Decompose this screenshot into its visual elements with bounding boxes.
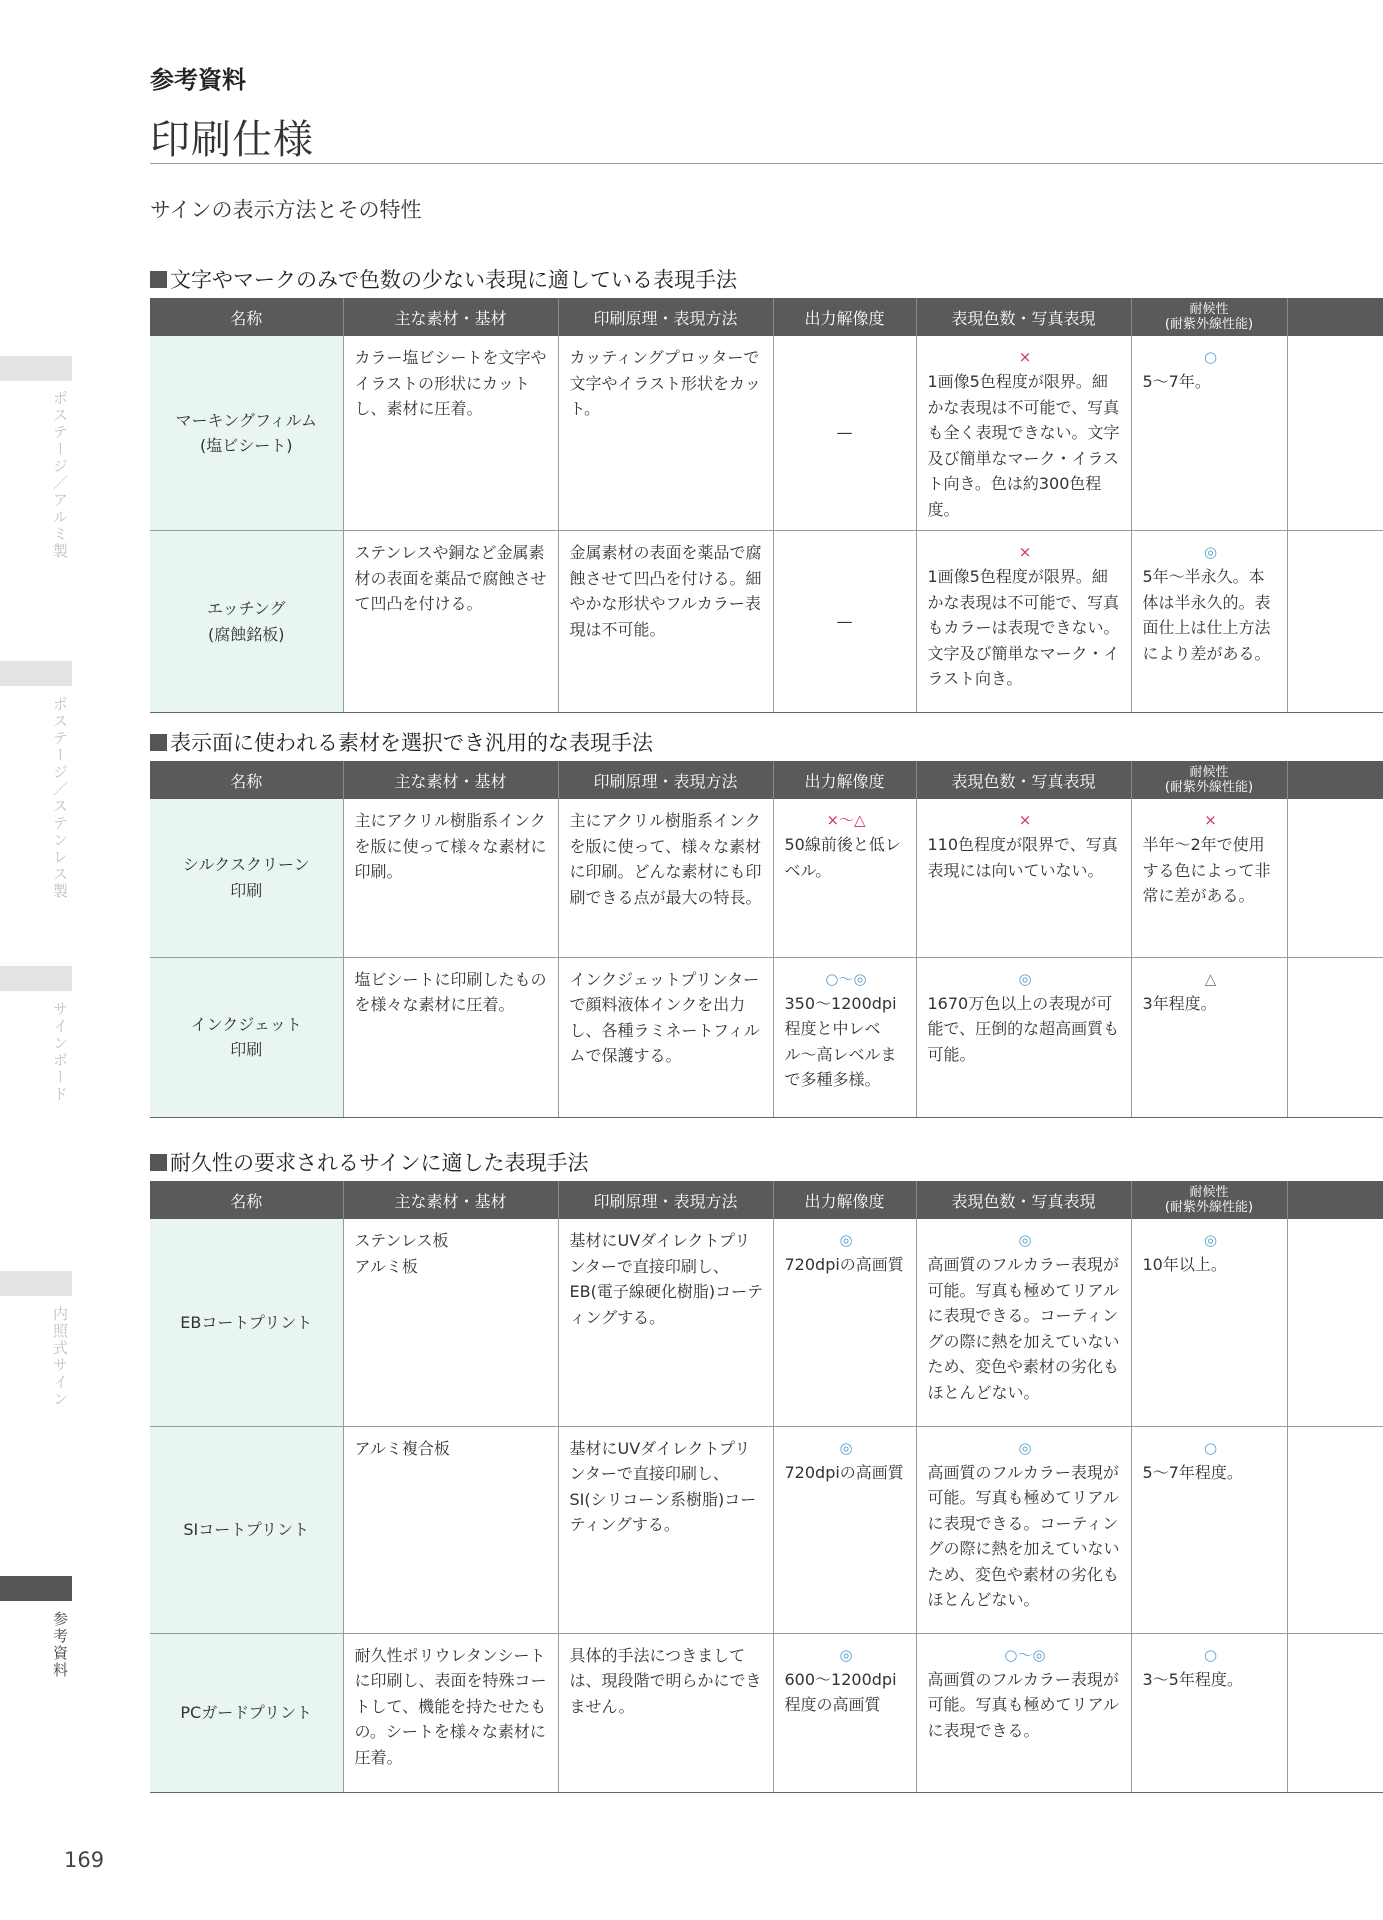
side-tab-label[interactable]: ポステージ／アルミ製 (51, 390, 69, 560)
table-header-row (150, 761, 1383, 799)
col-header-resolution: 出力解像度 (773, 1181, 916, 1219)
double-circle-icon: ◎ (1018, 1438, 1032, 1457)
spec-table (150, 761, 1383, 1118)
name-sub-text: (塩ビシート) (200, 436, 293, 455)
cell-empty (1287, 1633, 1383, 1792)
color-text: 高画質のフルカラー表現が可能。写真も極めてリアルに表現できる。 (927, 1669, 1119, 1740)
col-header-color: 表現色数・写真表現 (916, 761, 1131, 799)
col-header-empty (1287, 761, 1383, 799)
cell-material: カラー塩ビシートを文字やイラストの形状にカットし、素材に圧着。 (343, 336, 558, 531)
resolution-text: 720dpiの高画質 (784, 1255, 904, 1274)
cell-weather (1131, 1219, 1287, 1426)
col-header-color: 表現色数・写真表現 (916, 298, 1131, 336)
cell-weather (1131, 336, 1287, 531)
weather-text: 5〜7年程度。 (1142, 1462, 1243, 1482)
cell-material: ステンレス板 アルミ板 (343, 1219, 558, 1426)
triangle-icon: △ (1204, 969, 1217, 988)
square-bullet-icon (150, 271, 167, 288)
circle-double-circle-icon: ○〜◎ (825, 969, 867, 988)
side-tab-label[interactable]: サインボード (51, 1001, 69, 1103)
cell-resolution (773, 1633, 916, 1792)
cell-empty (1287, 336, 1383, 531)
color-text: 高画質のフルカラー表現が可能。写真も極めてリアルに表現できる。コーティングの際に熱を加えていないため、変色や素材の劣化もほとんどない。 (927, 1255, 1120, 1402)
weather-text: 10年以上。 (1142, 1255, 1227, 1274)
resolution-text: 720dpiの高画質 (784, 1462, 904, 1482)
circle-icon: ○ (1203, 348, 1218, 366)
name-sub-text: 印刷 (230, 1040, 263, 1059)
table-row (150, 1633, 1383, 1792)
cell-resolution (773, 799, 916, 957)
cell-name: EBコートプリント (150, 1219, 343, 1426)
side-tab-block[interactable] (0, 661, 72, 686)
cell-method: 具体的手法につきましては、現段階で明らかにできません。 (558, 1633, 773, 1792)
page-number: 169 (64, 1848, 105, 1872)
cell-method: インクジェットプリンターで顔料液体インクを出力し、各種ラミネートフィルムで保護する。 (558, 957, 773, 1117)
col-header-method: 印刷原理・表現方法 (558, 298, 773, 336)
name-text: インクジェット (190, 1014, 302, 1034)
color-text: 高画質のフルカラー表現が可能。写真も極めてリアルに表現できる。コーティングの際に熱を加えていないため、変色や素材の劣化もほとんどない。 (927, 1462, 1120, 1609)
circle-double-circle-icon: ○〜◎ (1004, 1645, 1046, 1664)
cell-resolution (773, 1426, 916, 1633)
table-row (150, 1219, 1383, 1426)
cell-name: PCガードプリント (150, 1633, 343, 1792)
weather-text: 5年〜半永久。本体は半永久的。表面仕上は仕上方法により差がある。 (1142, 567, 1271, 663)
name-sub-text: 印刷 (230, 880, 263, 900)
cell-color (916, 336, 1131, 531)
circle-icon: ○ (1203, 1645, 1218, 1664)
cell-color (916, 1426, 1131, 1633)
page-label: 参考資料 (150, 66, 246, 94)
section-heading-text: 文字やマークのみで色数の少ない表現に適している表現手法 (170, 268, 737, 292)
weather-text: 5〜7年。 (1142, 372, 1211, 391)
cell-color (916, 531, 1131, 713)
cell-empty (1287, 531, 1383, 713)
col-header-name: 名称 (150, 761, 343, 799)
cell-weather (1131, 1426, 1287, 1633)
cell-resolution: — (773, 531, 916, 713)
weather-text: 3年程度。 (1142, 993, 1217, 1013)
spec-table (150, 1181, 1383, 1793)
cell-resolution (773, 1219, 916, 1426)
cross-icon: × (1204, 811, 1217, 829)
cell-name (150, 799, 343, 957)
cell-material: ステンレスや銅など金属素材の表面を薬品で腐蝕させて凹凸を付ける。 (343, 531, 558, 713)
col-header-weather-sub: (耐紫外線性能) (1164, 317, 1254, 332)
cell-resolution: — (773, 336, 916, 531)
side-tab-block[interactable] (0, 356, 72, 381)
cell-material: 主にアクリル樹脂系インクを版に使って様々な素材に印刷。 (343, 799, 558, 957)
section-heading-text: 耐久性の要求されるサインに適した表現手法 (170, 1151, 589, 1175)
section-heading (150, 727, 653, 757)
double-circle-icon: ◎ (1203, 1231, 1218, 1249)
table-row (150, 531, 1383, 713)
cell-weather (1131, 799, 1287, 957)
side-tab-label-active[interactable]: 参考資料 (51, 1611, 69, 1679)
col-header-name: 名称 (150, 1181, 343, 1219)
color-text: 110色程度が限界で、写真表現には向いていない。 (927, 835, 1118, 880)
square-bullet-icon (150, 1154, 167, 1171)
col-header-resolution: 出力解像度 (773, 298, 916, 336)
double-circle-icon: ◎ (839, 1645, 853, 1664)
resolution-text: 350〜1200dpi程度と中レベル〜高レベルまで多種多様。 (784, 993, 897, 1089)
cell-name (150, 957, 343, 1117)
side-tab-block[interactable] (0, 1271, 72, 1296)
col-header-material: 主な素材・基材 (343, 1181, 558, 1219)
cell-color (916, 957, 1131, 1117)
color-text: 1画像5色程度が限界。細かな表現は不可能で、写真も全く表現できない。文字及び簡単なマーク・イラスト向き。色は約300色程度。 (927, 372, 1120, 519)
name-text: エッチング (206, 599, 286, 618)
col-header-weather-sub: (耐紫外線性能) (1164, 780, 1254, 795)
double-circle-icon: ◎ (839, 1231, 853, 1249)
cell-weather (1131, 957, 1287, 1117)
cell-method: カッティングプロッターで文字やイラスト形状をカット。 (558, 336, 773, 531)
table-header-row (150, 298, 1383, 336)
cell-material: 塩ビシートに印刷したものを様々な素材に圧着。 (343, 957, 558, 1117)
col-header-weather (1131, 298, 1287, 336)
cell-material: アルミ複合板 (343, 1426, 558, 1633)
col-header-weather-sub: (耐紫外線性能) (1164, 1200, 1254, 1215)
cross-triangle-icon: ×〜△ (826, 811, 866, 829)
color-text: 1画像5色程度が限界。細かな表現は不可能で、写真もカラーは表現できない。文字及び簡単なマーク・イラスト向き。 (927, 567, 1120, 688)
weather-text: 3〜5年程度。 (1142, 1669, 1243, 1689)
col-header-weather (1131, 1181, 1287, 1219)
cell-weather (1131, 531, 1287, 713)
col-header-method: 印刷原理・表現方法 (558, 761, 773, 799)
col-header-name: 名称 (150, 298, 343, 336)
table-header-row (150, 1181, 1383, 1219)
cell-method: 金属素材の表面を薬品で腐蝕させて凹凸を付ける。細やかな形状やフルカラー表現は不可能。 (558, 531, 773, 713)
cell-empty (1287, 957, 1383, 1117)
double-circle-icon: ◎ (1203, 543, 1218, 561)
section-heading (150, 1147, 589, 1177)
cell-weather (1131, 1633, 1287, 1792)
cell-method: 基材にUVダイレクトプリンターで直接印刷し、EB(電子線硬化樹脂)コーティングする。 (558, 1219, 773, 1426)
spec-table (150, 298, 1383, 713)
col-header-resolution: 出力解像度 (773, 761, 916, 799)
color-text: 1670万色以上の表現が可能で、圧倒的な超高画質も可能。 (927, 993, 1120, 1064)
name-sub-text: (腐蝕銘板) (208, 624, 285, 644)
table-row (150, 336, 1383, 531)
table-row (150, 799, 1383, 957)
page-title: 印刷仕様 (150, 117, 314, 163)
cross-icon: × (1018, 811, 1032, 829)
col-header-weather-main: 耐候性 (1189, 1185, 1229, 1200)
page-subtitle: サインの表示方法とその特性 (150, 198, 422, 222)
col-header-weather-main: 耐候性 (1189, 765, 1229, 780)
cross-icon: × (1018, 348, 1032, 366)
title-rule (150, 163, 1383, 164)
cell-empty (1287, 1219, 1383, 1426)
cell-color (916, 1219, 1131, 1426)
cell-empty (1287, 799, 1383, 957)
cell-name (150, 531, 343, 713)
cell-material: 耐久性ポリウレタンシートに印刷し、表面を特殊コートして、機能を持たせたもの。シートを様々な素材に圧着。 (343, 1633, 558, 1792)
cell-name: SIコートプリント (150, 1426, 343, 1633)
weather-text: 半年〜2年で使用する色によって非常に差がある。 (1142, 835, 1271, 905)
cell-empty (1287, 1426, 1383, 1633)
col-header-empty (1287, 1181, 1383, 1219)
name-text: シルクスクリーン (182, 855, 310, 875)
col-header-weather-main: 耐候性 (1189, 302, 1229, 317)
square-bullet-icon (150, 734, 167, 751)
cell-color (916, 1633, 1131, 1792)
side-tab-label[interactable]: 内照式サイン (51, 1306, 69, 1408)
table-row (150, 957, 1383, 1117)
col-header-material: 主な素材・基材 (343, 761, 558, 799)
cell-resolution (773, 957, 916, 1117)
side-tab-label[interactable]: ポステージ／ステンレス製 (51, 696, 69, 900)
section-heading-text: 表示面に使われる素材を選択でき汎用的な表現手法 (170, 731, 653, 755)
double-circle-icon: ◎ (1018, 1231, 1032, 1249)
resolution-text: 50線前後と低レベル。 (784, 835, 901, 880)
side-tab-block[interactable] (0, 966, 72, 991)
cross-icon: × (1018, 543, 1032, 561)
circle-icon: ○ (1203, 1438, 1218, 1457)
col-header-color: 表現色数・写真表現 (916, 1181, 1131, 1219)
side-tab-block-active[interactable] (0, 1576, 72, 1601)
double-circle-icon: ◎ (1018, 969, 1032, 988)
name-text: マーキングフィルム (175, 410, 318, 430)
cell-method: 主にアクリル樹脂系インクを版に使って、様々な素材に印刷。どんな素材にも印刷できる点が最大の特長。 (558, 799, 773, 957)
col-header-empty (1287, 298, 1383, 336)
col-header-material: 主な素材・基材 (343, 298, 558, 336)
double-circle-icon: ◎ (839, 1438, 853, 1457)
resolution-text: 600〜1200dpi程度の高画質 (784, 1669, 897, 1714)
section-heading (150, 264, 737, 294)
cell-name (150, 336, 343, 531)
col-header-method: 印刷原理・表現方法 (558, 1181, 773, 1219)
cell-method: 基材にUVダイレクトプリンターで直接印刷し、SI(シリコーン系樹脂)コーティングする。 (558, 1426, 773, 1633)
col-header-weather (1131, 761, 1287, 799)
table-row (150, 1426, 1383, 1633)
cell-color (916, 799, 1131, 957)
